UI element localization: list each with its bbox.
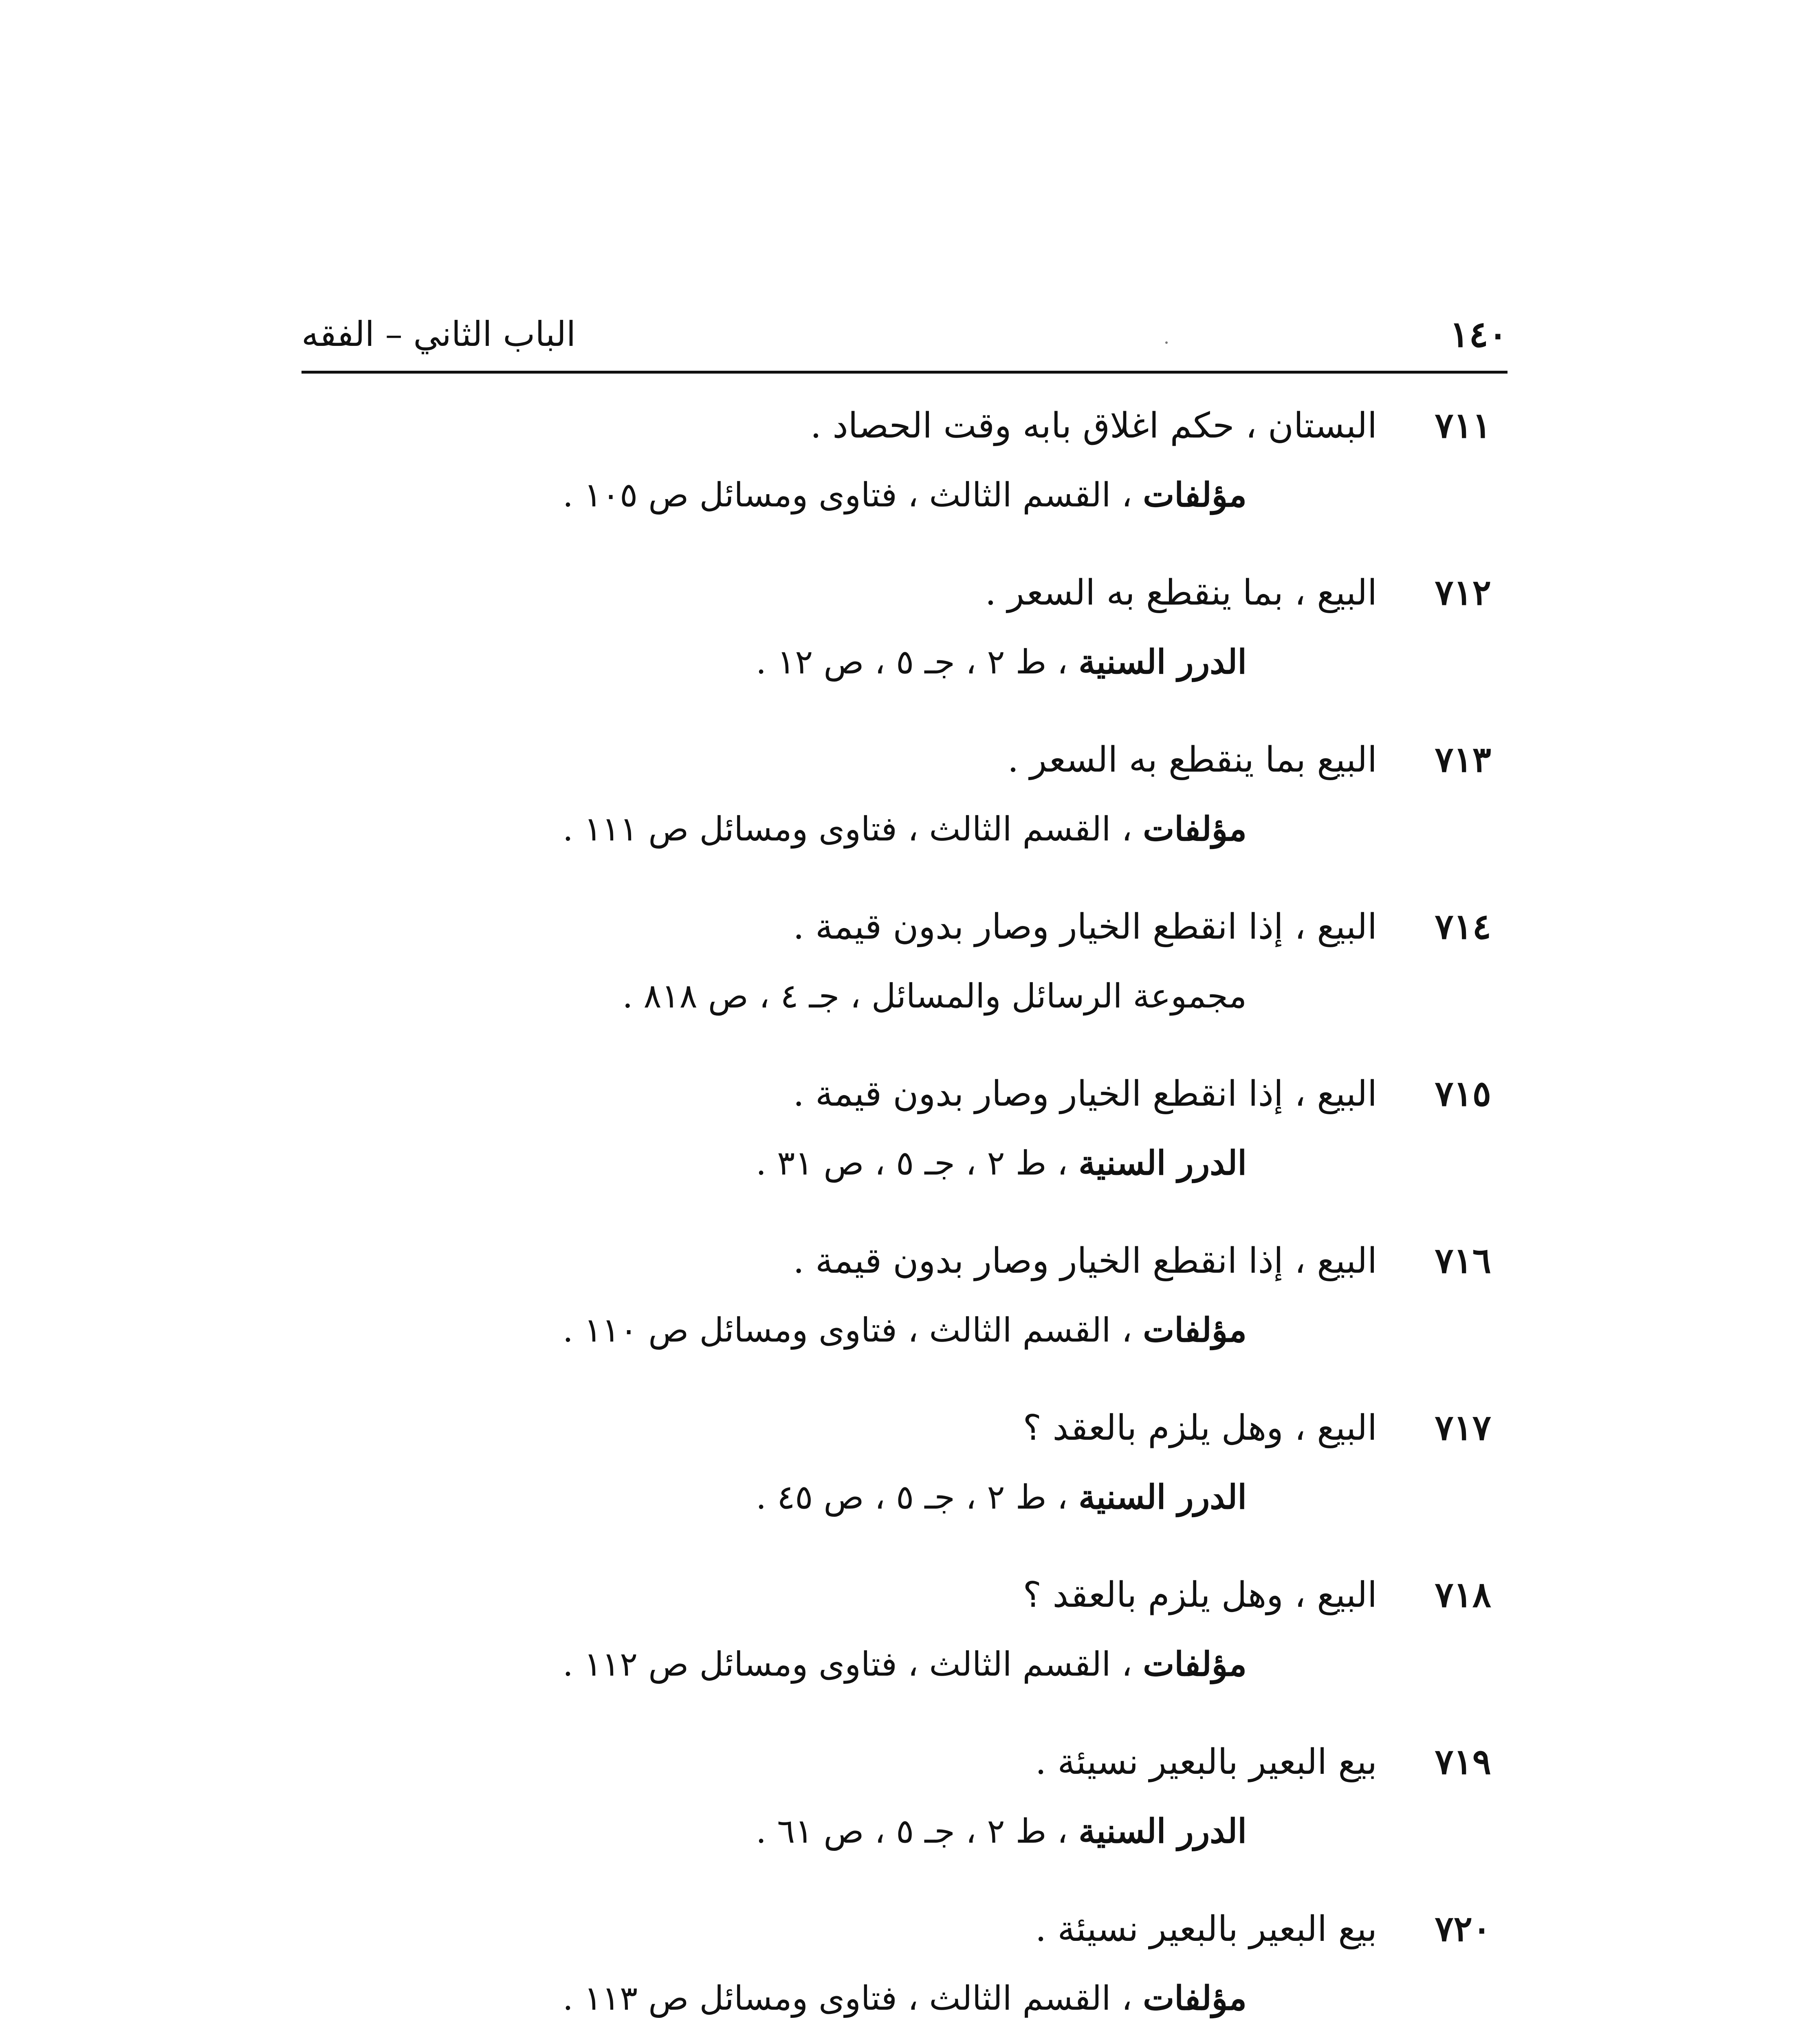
entry-title: البيع ، إذا انقطع الخيار وصار بدون قيمة . <box>793 1241 1377 1281</box>
entry-source-line <box>301 1296 1507 1365</box>
source-reference: ، القسم الثالث ، فتاوى ومسائل ص ١١٢ . <box>562 1645 1143 1684</box>
entry-main-line <box>301 1727 1507 1797</box>
entry-source <box>756 1797 1247 1866</box>
entry-title: البيع بما ينقطع به السعر . <box>1007 739 1377 780</box>
source-work-title: الدرر السنية <box>1078 1144 1247 1183</box>
entry-main-line <box>301 1059 1507 1128</box>
entry-title: البيع ، وهل يلزم بالعقد ؟ <box>1023 1575 1377 1615</box>
source-reference: ، ط ٢ ، جـ ٥ ، ص ٦١ . <box>756 1812 1079 1851</box>
running-head <box>301 301 1507 367</box>
entry-number: ٧٢٠ <box>1435 1908 1491 1949</box>
entry-source <box>563 460 1247 530</box>
source-work-title: مؤلفات <box>1143 1311 1247 1350</box>
entry-source-line <box>301 1463 1507 1532</box>
list-item <box>301 1560 1507 1699</box>
entry-number: ٧١٩ <box>1435 1741 1491 1782</box>
entry-main-line <box>301 892 1507 961</box>
entry-title: البيع ، إذا انقطع الخيار وصار بدون قيمة . <box>793 1073 1377 1114</box>
source-reference: ، ط ٢ ، جـ ٥ ، ص ٤٥ . <box>756 1478 1079 1517</box>
chapter-title: الباب الثاني – الفقه <box>301 314 576 354</box>
entry-source-line <box>301 1797 1507 1866</box>
page-number: ١٤٠ <box>1450 313 1507 355</box>
list-item <box>301 725 1507 864</box>
header-dot <box>1165 341 1168 344</box>
entry-title: البستان ، حكم اغلاق بابه وقت الحصاد . <box>810 405 1377 446</box>
entry-title: البيع ، بما ينقطع به السعر . <box>985 572 1377 613</box>
source-reference: ، القسم الثالث ، فتاوى ومسائل ص ١١٠ . <box>562 1311 1143 1350</box>
source-work-title: الدرر السنية <box>1078 642 1247 682</box>
source-reference: مجموعة الرسائل والمسائل ، جـ ٤ ، ص ٨١٨ . <box>622 977 1247 1016</box>
list-item <box>301 1059 1507 1198</box>
entry-title: البيع ، إذا انقطع الخيار وصار بدون قيمة . <box>793 906 1377 947</box>
entry-source-line <box>301 794 1507 864</box>
entry-main-line <box>301 1560 1507 1630</box>
source-work-title: مؤلفات <box>1143 1979 1247 2018</box>
entry-number: ٧١٥ <box>1435 1073 1491 1114</box>
entry-main-line <box>301 558 1507 627</box>
source-work-title: مؤلفات <box>1143 1645 1247 1684</box>
entry-number: ٧١٤ <box>1435 906 1491 947</box>
source-reference: ، القسم الثالث ، فتاوى ومسائل ص ١٠٥ . <box>562 476 1143 515</box>
source-work-title: الدرر السنية <box>1078 1812 1247 1851</box>
source-reference: ، القسم الثالث ، فتاوى ومسائل ص ١١٣ . <box>562 1979 1143 2018</box>
entry-main-line <box>301 1393 1507 1463</box>
entry-source <box>563 794 1247 864</box>
source-work-title: مؤلفات <box>1143 810 1247 849</box>
source-reference: ، ط ٢ ، جـ ٥ ، ص ١٢ . <box>756 643 1079 682</box>
list-item <box>301 1894 1507 2033</box>
entry-number: ٧١٨ <box>1435 1574 1491 1615</box>
list-item <box>301 1727 1507 1866</box>
source-work-title: الدرر السنية <box>1078 1478 1247 1517</box>
source-reference: ، ط ٢ ، جـ ٥ ، ص ٣١ . <box>756 1144 1079 1183</box>
entry-source-line <box>301 1128 1507 1198</box>
entry-source <box>622 961 1247 1031</box>
entry-source-line <box>301 460 1507 530</box>
entry-source <box>756 627 1247 697</box>
entry-main-line <box>301 1226 1507 1296</box>
entry-main-line <box>301 1894 1507 1964</box>
entry-source-line <box>301 1630 1507 1699</box>
list-item <box>301 1393 1507 1532</box>
source-reference: ، القسم الثالث ، فتاوى ومسائل ص ١١١ . <box>562 810 1143 849</box>
entry-number: ٧١٧ <box>1435 1407 1491 1448</box>
entry-source-line <box>301 1964 1507 2033</box>
list-item <box>301 892 1507 1031</box>
entry-source-line <box>301 961 1507 1031</box>
list-item <box>301 1226 1507 1365</box>
entry-source <box>563 1630 1247 1699</box>
list-item <box>301 558 1507 697</box>
list-item <box>301 391 1507 530</box>
entry-title: بيع البعير بالبعير نسيئة . <box>1035 1742 1377 1782</box>
entry-source <box>756 1128 1247 1198</box>
source-work-title: مؤلفات <box>1143 475 1247 515</box>
entry-number: ٧١٢ <box>1435 572 1491 613</box>
entry-source <box>756 1463 1247 1532</box>
entry-number: ٧١٣ <box>1435 739 1491 780</box>
header-rule <box>301 371 1507 374</box>
entry-title: بيع البعير بالبعير نسيئة . <box>1035 1909 1377 1949</box>
entry-source <box>563 1964 1247 2033</box>
entry-source <box>563 1296 1247 1365</box>
entry-main-line <box>301 391 1507 460</box>
entry-main-line <box>301 725 1507 794</box>
entry-source-line <box>301 627 1507 697</box>
entry-title: البيع ، وهل يلزم بالعقد ؟ <box>1023 1408 1377 1448</box>
entry-list <box>301 391 1507 2037</box>
entry-number: ٧١١ <box>1435 405 1491 446</box>
entry-number: ٧١٦ <box>1435 1240 1491 1281</box>
